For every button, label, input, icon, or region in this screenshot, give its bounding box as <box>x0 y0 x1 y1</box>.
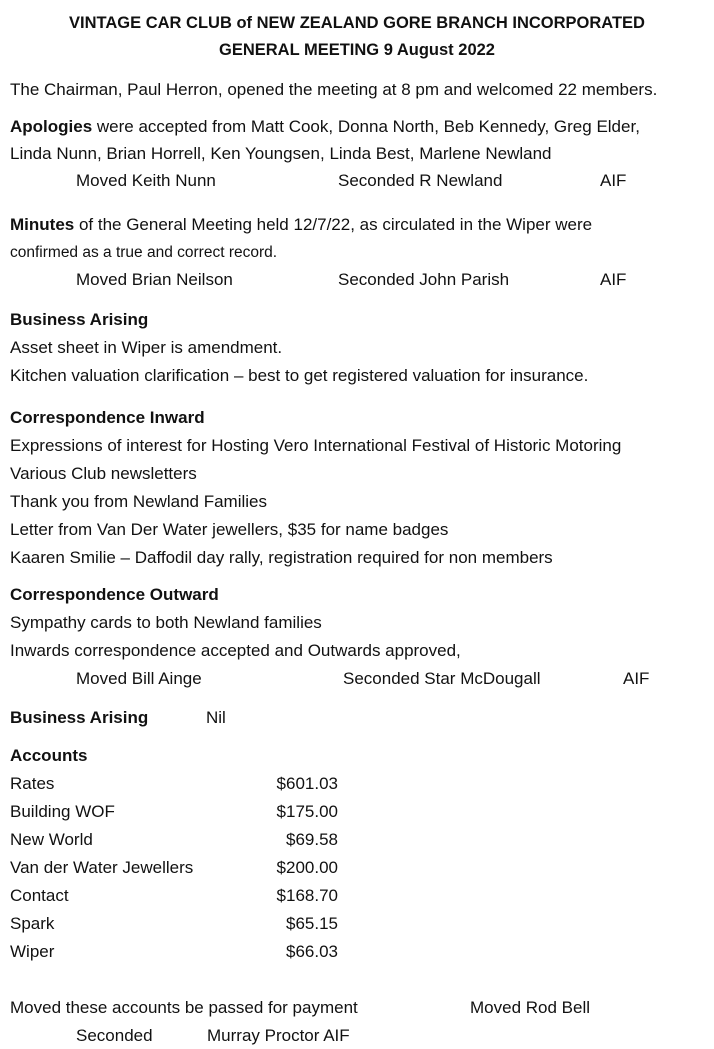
correspondence-inward-item: Kaaren Smilie – Daffodil day rally, registration required for non members <box>10 548 553 567</box>
accounts-seconded-label: Seconded <box>76 1026 153 1045</box>
business-arising-2-value: Nil <box>206 708 226 727</box>
business-arising-heading: Business Arising <box>10 310 149 329</box>
correspondence-outward-seconded: Seconded Star McDougall <box>343 669 541 688</box>
account-amount: $175.00 <box>276 802 338 821</box>
apologies-heading: Apologies <box>10 117 93 136</box>
account-amount: $200.00 <box>276 858 338 877</box>
correspondence-inward-item: Various Club newsletters <box>10 464 197 483</box>
minutes-text-2: confirmed as a true and correct record. <box>10 244 278 261</box>
minutes-result: AIF <box>600 270 627 289</box>
minutes-line-1 <box>10 214 592 236</box>
account-name: New World <box>10 830 93 849</box>
correspondence-inward-item: Letter from Van Der Water jewellers, $35 for name badges <box>10 520 449 539</box>
correspondence-inward-item: Thank you from Newland Families <box>10 492 267 511</box>
account-amount: $65.15 <box>286 914 338 933</box>
account-name: Rates <box>10 774 55 793</box>
apologies-text-1: were accepted from Matt Cook, Donna North, Beb Kennedy, Greg Elder, <box>92 117 640 136</box>
apologies-line-1 <box>10 116 640 138</box>
account-name: Contact <box>10 886 69 905</box>
correspondence-outward-heading: Correspondence Outward <box>10 585 219 604</box>
correspondence-inward-item: Expressions of interest for Hosting Vero International Festival of Historic Motoring <box>10 436 622 455</box>
correspondence-outward-moved: Moved Bill Ainge <box>76 669 202 688</box>
correspondence-inward-heading: Correspondence Inward <box>10 408 205 427</box>
apologies-seconded: Seconded R Newland <box>338 171 503 190</box>
apologies-moved: Moved Keith Nunn <box>76 171 216 190</box>
minutes-heading: Minutes <box>10 215 75 234</box>
minutes-seconded: Seconded John Parish <box>338 270 510 289</box>
business-arising-item: Asset sheet in Wiper is amendment. <box>10 338 283 357</box>
account-name: Spark <box>10 914 55 933</box>
accounts-seconded: Murray Proctor AIF <box>207 1026 350 1045</box>
header-line-1: VINTAGE CAR CLUB of NEW ZEALAND GORE BRANCH INCORPORATED <box>69 14 645 32</box>
account-amount: $66.03 <box>286 942 338 961</box>
minutes-text-1: of the General Meeting held 12/7/22, as circulated in the Wiper were <box>74 215 593 234</box>
correspondence-outward-item: Inwards correspondence accepted and Outwards approved, <box>10 641 461 660</box>
account-name: Building WOF <box>10 802 115 821</box>
accounts-heading: Accounts <box>10 746 88 765</box>
header-line-2: GENERAL MEETING 9 August 2022 <box>219 41 495 59</box>
account-amount: $168.70 <box>276 886 338 905</box>
correspondence-outward-item: Sympathy cards to both Newland families <box>10 613 322 632</box>
apologies-text-2: Linda Nunn, Brian Horrell, Ken Youngsen, Linda Best, Marlene Newland <box>10 144 552 163</box>
accounts-moved: Moved Rod Bell <box>470 998 591 1017</box>
apologies-result: AIF <box>600 171 627 190</box>
minutes-moved: Moved Brian Neilson <box>76 270 233 289</box>
account-name: Van der Water Jewellers <box>10 858 194 877</box>
correspondence-outward-result: AIF <box>623 669 650 688</box>
accounts-motion: Moved these accounts be passed for payment <box>10 998 358 1017</box>
business-arising-2-heading: Business Arising <box>10 708 149 727</box>
account-amount: $601.03 <box>276 774 338 793</box>
opening-paragraph: The Chairman, Paul Herron, opened the meeting at 8 pm and welcomed 22 members. <box>10 80 658 99</box>
account-amount: $69.58 <box>286 830 338 849</box>
account-name: Wiper <box>10 942 55 961</box>
business-arising-item: Kitchen valuation clarification – best to get registered valuation for insurance. <box>10 366 589 385</box>
